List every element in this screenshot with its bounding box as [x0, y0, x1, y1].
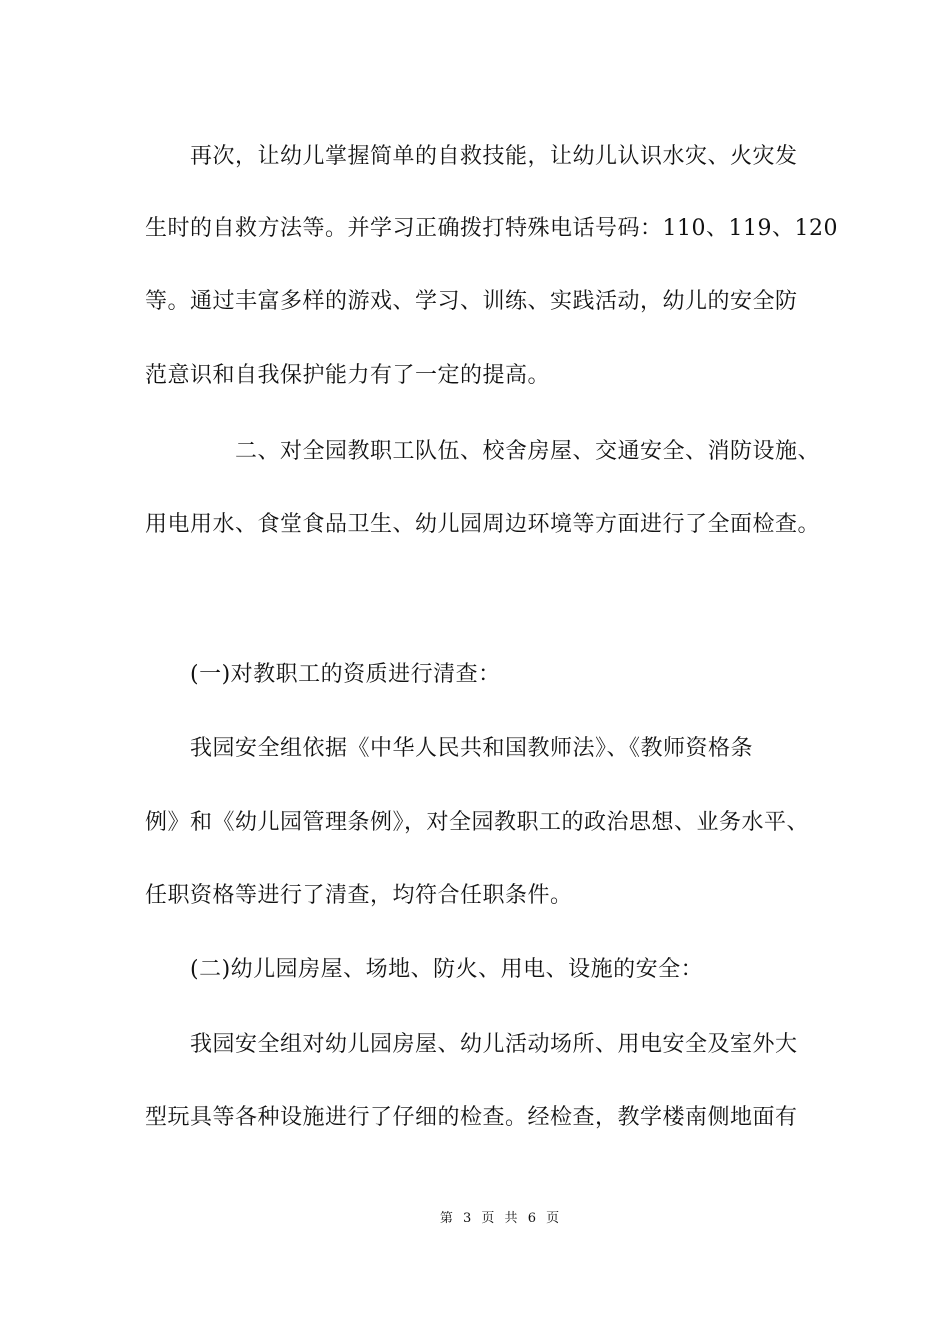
subsection-heading: (一)对教职工的资质进行清查： — [190, 662, 501, 687]
section-heading-line: 二、对全园教职工队伍、校舍房屋、交通安全、消防设施、 — [235, 439, 821, 464]
paragraph-line: 等。通过丰富多样的游戏、学习、训练、实践活动，幼儿的安全防 — [145, 289, 798, 314]
paragraph-line: 我园安全组依据《中华人民共和国教师法》、《教师资格条 — [190, 736, 754, 761]
paragraph-line: 例》和《幼儿园管理条例》，对全园教职工的政治思想、业务水平、 — [145, 810, 810, 835]
paragraph-line: 型玩具等各种设施进行了仔细的检查。经检查，教学楼南侧地面有 — [145, 1105, 798, 1130]
paragraph-line: 生时的自救方法等。并学习正确拨打特殊电话号码：110、119、120 — [145, 216, 838, 241]
paragraph-line: 我园安全组对幼儿园房屋、幼儿活动场所、用电安全及室外大 — [190, 1032, 798, 1057]
paragraph-line: 任职资格等进行了清查，均符合任职条件。 — [145, 883, 573, 908]
subsection-heading: (二)幼儿园房屋、场地、防火、用电、设施的安全： — [190, 957, 704, 982]
paragraph-line: 范意识和自我保护能力有了一定的提高。 — [145, 363, 551, 388]
paragraph-line: 再次，让幼儿掌握简单的自救技能，让幼儿认识水灾、火灾发 — [190, 144, 798, 169]
section-heading-line: 用电用水、食堂食品卫生、幼儿园周边环境等方面进行了全面检查。 — [145, 512, 821, 537]
page-footer: 第 3 页 共 6 页 — [439, 1211, 563, 1226]
